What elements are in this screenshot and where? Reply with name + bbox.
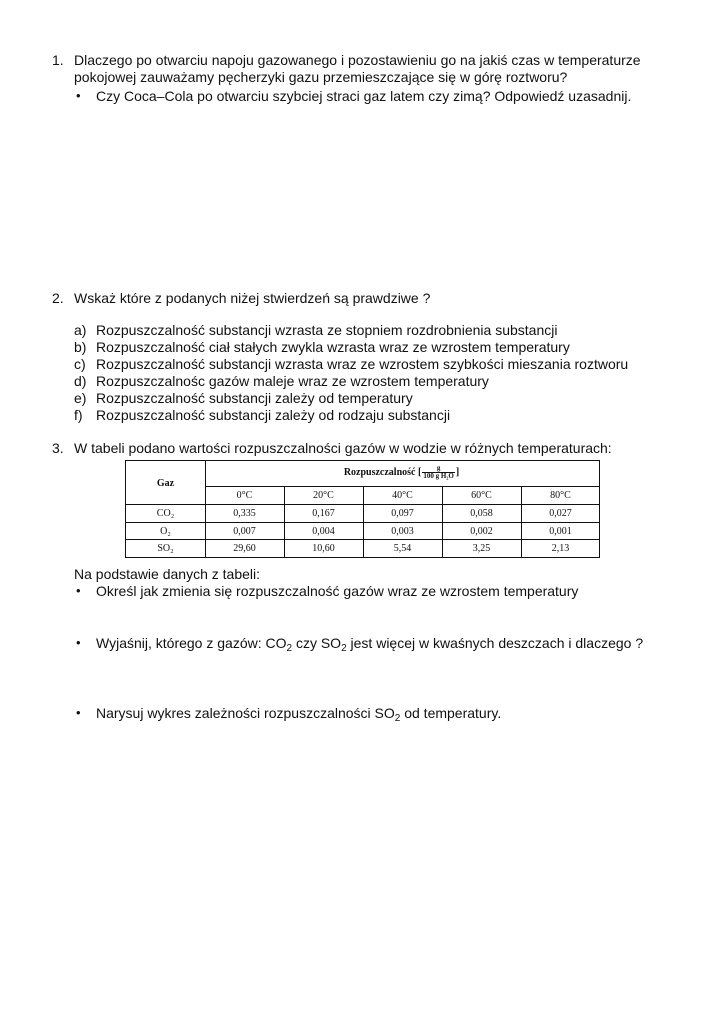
bullet-icon: • [76, 583, 81, 598]
table-header-solubility: Rozpuszczalność [ $\frac{g}{\text{100 g H₂O}}$ ] [343, 464, 460, 480]
table-header-temperature: 80°C [550, 490, 571, 501]
table-cell: 0,335 [233, 508, 256, 519]
table-cell-gas: O₂ [160, 526, 171, 537]
q2-item-text: Rozpuszczalność substancji wzrasta wraz ze wzrostem szybkości mieszania roztworu [96, 356, 629, 372]
table-cell: 0,001 [549, 526, 572, 537]
table-cell: 0,167 [312, 508, 335, 519]
table-cell: 0,003 [391, 526, 414, 537]
table-cell: 0,004 [312, 526, 335, 537]
table-cell-gas: CO₂ [156, 508, 175, 519]
table-cell: 0,058 [470, 508, 493, 519]
q2-item-letter: d) [74, 373, 87, 389]
table-header-gas: Gaz [156, 478, 175, 489]
q2-item-text: Rozpuszczalność ciał stałych zwykla wzrasta wraz ze wzrostem temperatury [96, 339, 570, 355]
q2-item-text: Rozpuszczalnośc gazów maleje wraz ze wzrostem temperatury [96, 373, 489, 389]
q2-question: Wskaż które z podanych niżej stwierdzeń są prawdziwe ? [74, 290, 431, 306]
q3-question: W tabeli podano wartości rozpuszczalności gazów w wodzie w różnych temperaturach: [74, 440, 612, 456]
q2-item-text: Rozpuszczalność substancji wzrasta ze stopniem rozdrobnienia substancji [96, 322, 558, 338]
table-cell: 3,25 [472, 543, 491, 554]
table-cell: 0,007 [233, 526, 256, 537]
q2-item-letter: c) [74, 356, 86, 372]
q2-number: 2. [52, 290, 64, 306]
q2-item-text: Rozpuszczalność substancji zależy od temperatury [96, 390, 413, 406]
solubility-table [125, 460, 600, 558]
q2-item-letter: f) [74, 407, 83, 423]
q3-bullet-2: Wyjaśnij, którego z gazów: $CO_2$ czy $SO_2$ jest więcej w kwaśnych deszczach i dlaczego ? [96, 635, 644, 654]
table-cell: 2,13 [551, 543, 570, 554]
q3-bullet-1: Określ jak zmienia się rozpuszczalność gazów wraz ze wzrostem temperatury [96, 583, 579, 599]
q2-item-letter: a) [74, 322, 87, 338]
table-header-temperature: 0°C [236, 490, 253, 501]
bullet-icon: • [76, 635, 81, 650]
q2-item-letter: e) [74, 390, 87, 406]
table-cell: 0,002 [470, 526, 493, 537]
q3-intro: Na podstawie danych z tabeli: [74, 566, 260, 582]
q1-number: 1. [52, 52, 64, 68]
q1-text-line2: pokojowej zauważamy pęcherzyki gazu przemieszczające się w górę roztworu? [74, 69, 568, 85]
table-cell: 29,60 [233, 543, 256, 554]
table-cell-gas: SO₂ [157, 543, 174, 554]
table-cell: 5,54 [393, 543, 412, 554]
table-header-temperature: 60°C [471, 490, 492, 501]
table-cell: 10,60 [312, 543, 335, 554]
q1-bullet-text: Czy Coca–Cola po otwarciu szybciej straci gaz latem czy zimą? Odpowiedź uzasadnij. [96, 88, 632, 104]
q2-item-letter: b) [74, 339, 87, 355]
table-header-temperature: 20°C [313, 490, 334, 501]
q3-bullet-3: Narysuj wykres zależności rozpuszczalności $SO_2$ od temperatury. [96, 705, 502, 724]
q1-text-line1: Dlaczego po otwarciu napoju gazowanego i pozostawieniu go na jakiś czas w temperaturze [74, 52, 641, 68]
table-cell: 0,097 [391, 508, 414, 519]
q2-item-text: Rozpuszczalność substancji zależy od rodzaju substancji [96, 407, 451, 423]
q3-number: 3. [52, 440, 64, 456]
table-cell: 0,027 [549, 508, 572, 519]
table-header-temperature: 40°C [392, 490, 413, 501]
bullet-icon: • [76, 705, 81, 720]
bullet-icon: • [76, 88, 81, 103]
